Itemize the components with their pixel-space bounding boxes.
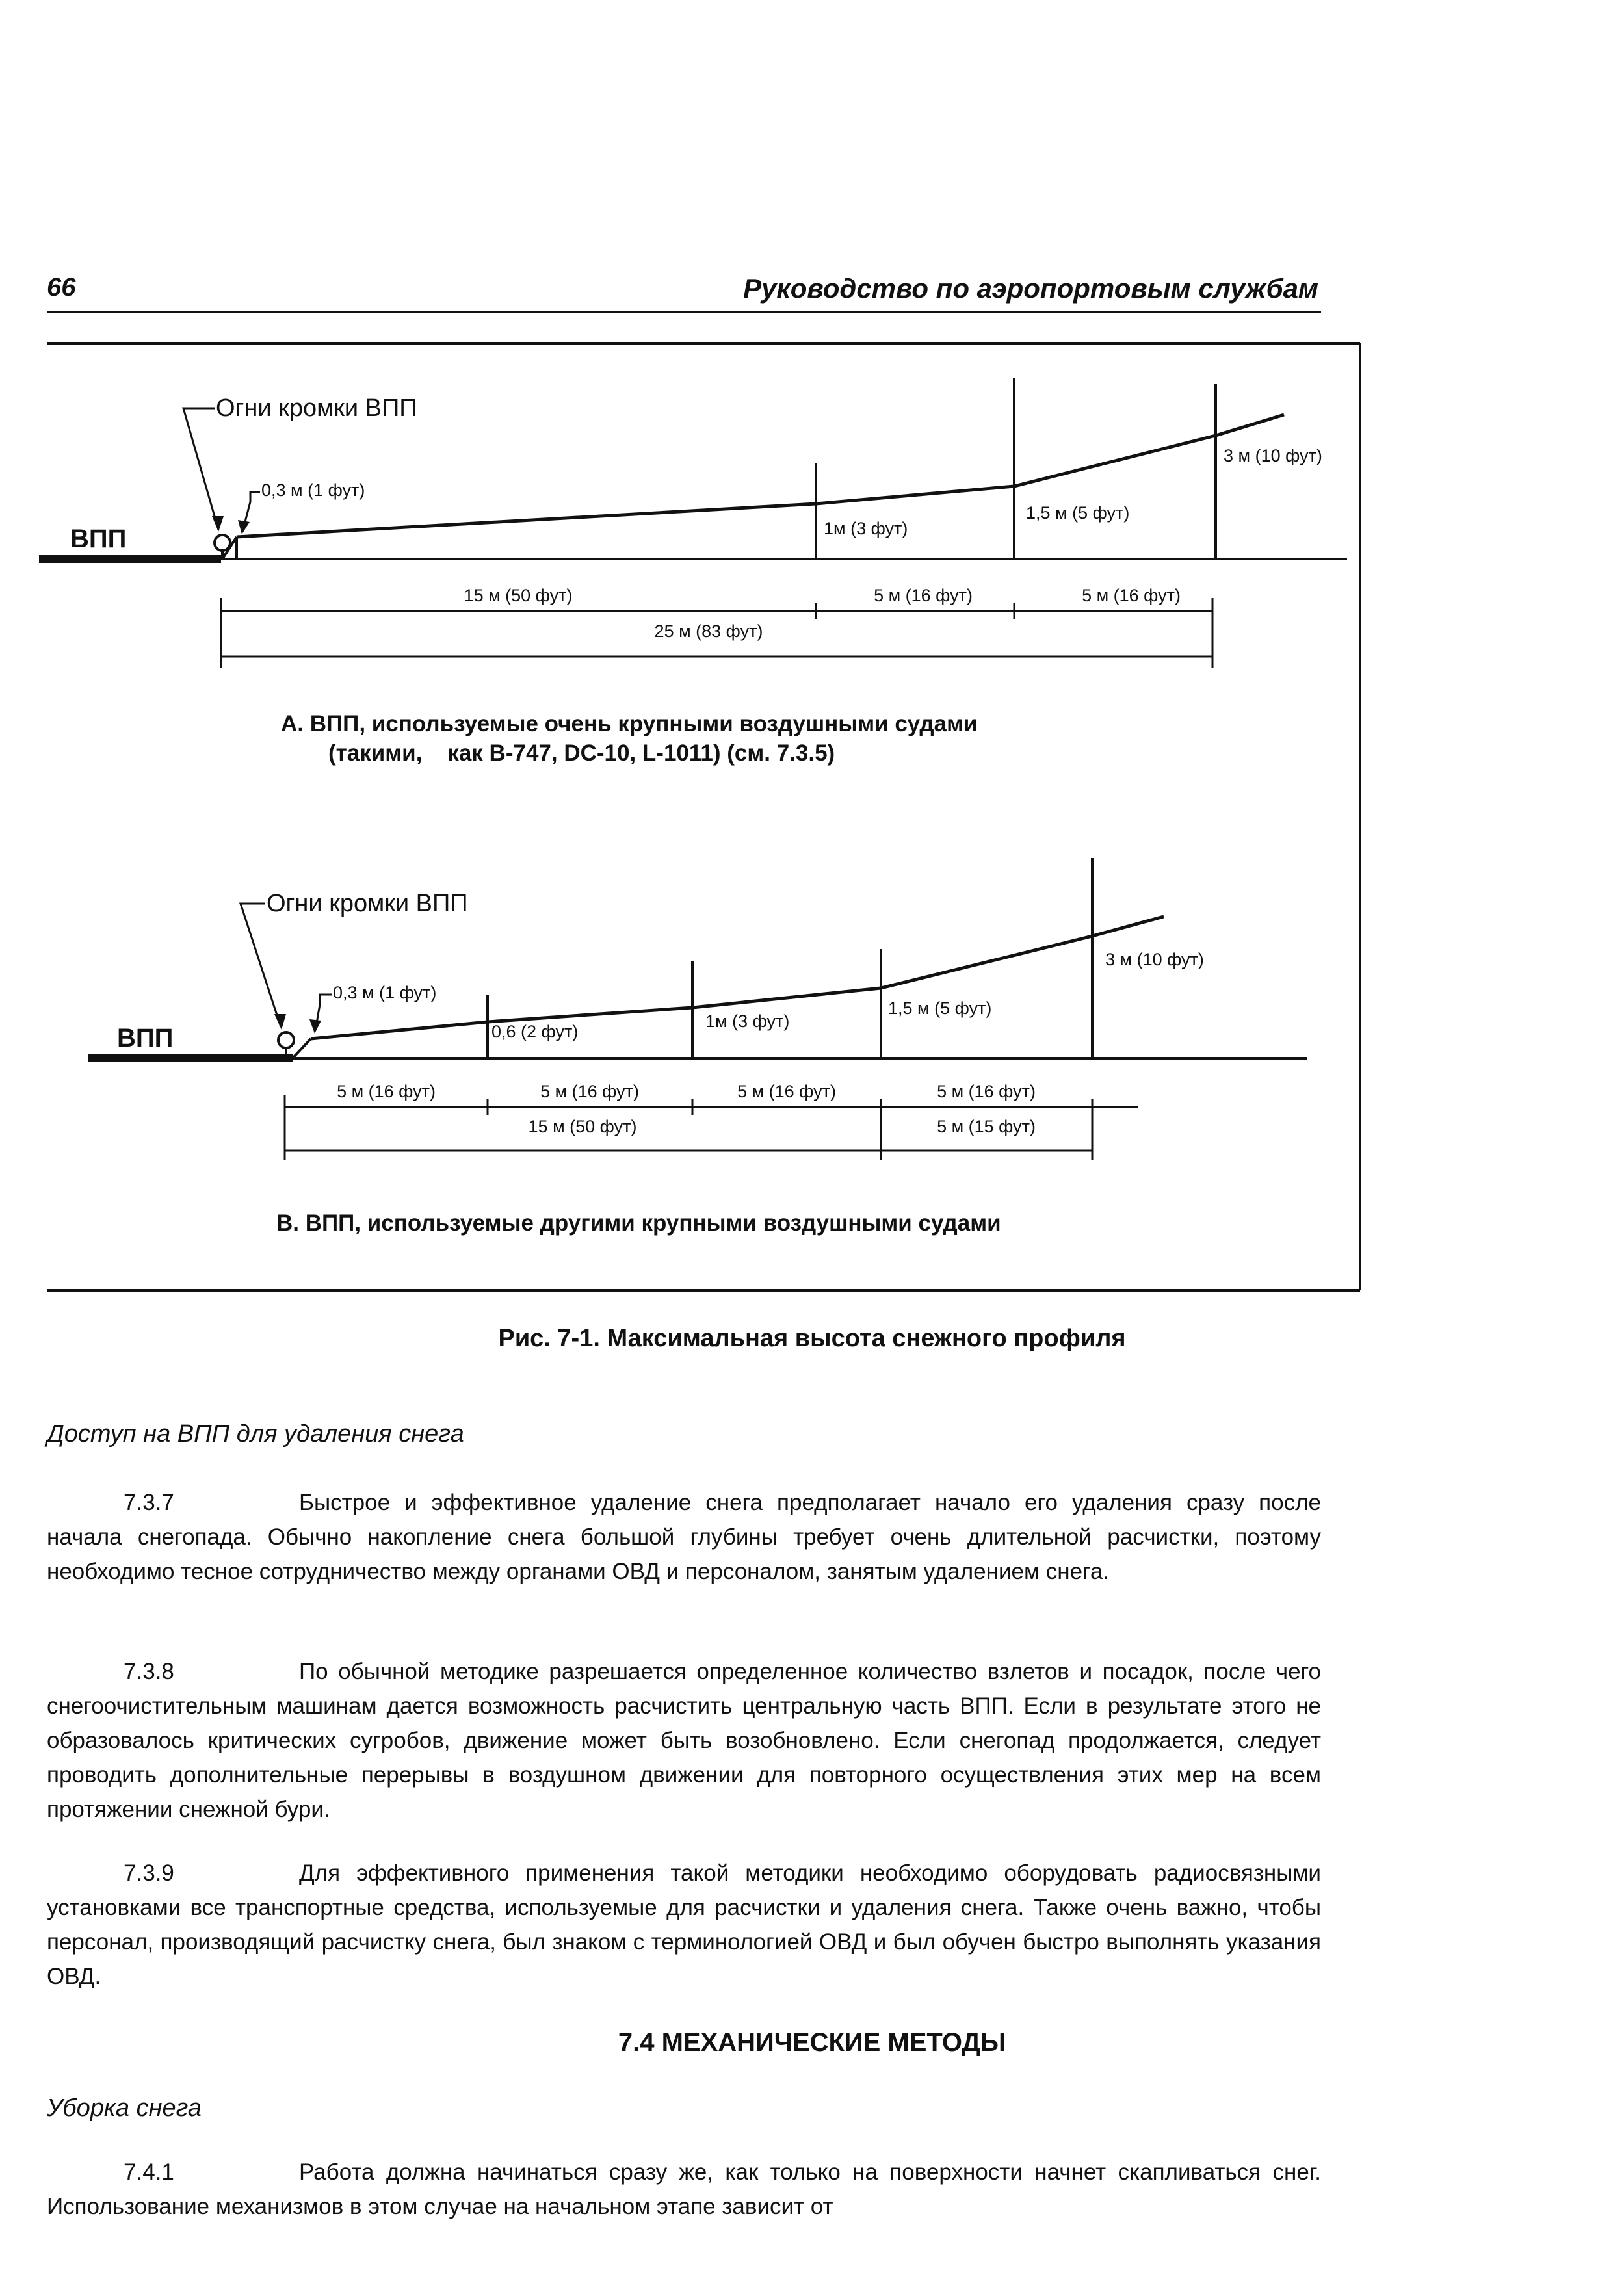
dim-label-a-3: 5 м (16 фут) bbox=[1082, 586, 1181, 605]
paragraph-number: 7.3.9 bbox=[124, 1860, 174, 1886]
figure-caption: Рис. 7-1. Максимальная высота снежного профиля bbox=[498, 1325, 1126, 1352]
height-label-a-4: 3 м (10 фут) bbox=[1224, 446, 1322, 465]
height-arrow-b bbox=[309, 1019, 321, 1034]
paragraph-7-4-1 bbox=[47, 2155, 1321, 2224]
edge-lights-label-b: Огни кромки ВПП bbox=[267, 890, 468, 917]
edge-lights-arrow-a bbox=[212, 516, 224, 532]
caption-b: В. ВПП, используемые другими крупными воздушными судами bbox=[276, 1210, 1001, 1236]
running-title: Руководство по аэропортовым службам bbox=[743, 273, 1318, 304]
paragraph-text: Для эффективного применения такой методики необходимо оборудовать радиосвязными установками все транспортные средства, используемые для расчистки и удаления снега. Также очень важно, чтобы персонал, производящий расчистку снега, был знаком с терминологией ОВД и был обучен быстро выполнять указания ОВД. bbox=[47, 1860, 1321, 1989]
profile-start-slope-b bbox=[293, 1039, 311, 1058]
section-title: 7.4 МЕХАНИЧЕСКИЕ МЕТОДЫ bbox=[618, 2028, 1006, 2057]
paragraph-7-3-9 bbox=[47, 1856, 1321, 1994]
dim-label-b-2: 5 м (16 фут) bbox=[540, 1082, 639, 1101]
dim-label-b-1: 5 м (16 фут) bbox=[337, 1082, 436, 1101]
runway-label-b: ВПП bbox=[117, 1024, 174, 1052]
height-label-b-4: 1,5 м (5 фут) bbox=[888, 998, 992, 1018]
paragraph-text: Быстрое и эффективное удаление снега предполагает начало его удаления сразу после начала снегопада. Обычно накопление снега большой глубины требует очень длительной расчистки, поэтому необходимо тесное сотрудничество между органами ОВД и персоналом, занятым удалением снега. bbox=[47, 1490, 1321, 1584]
edge-lights-arrow-b bbox=[274, 1014, 286, 1030]
dim-label-b-6: 5 м (15 фут) bbox=[937, 1117, 1036, 1136]
edge-lights-leader-a bbox=[183, 408, 218, 530]
paragraph-number: 7.3.8 bbox=[124, 1659, 174, 1684]
paragraph-7-3-7 bbox=[47, 1485, 1321, 1589]
height-label-b-2: 0,6 (2 фут) bbox=[491, 1022, 579, 1041]
diagram-a bbox=[39, 378, 1347, 766]
edge-lights-leader-b bbox=[241, 904, 281, 1027]
paragraph-number: 7.4.1 bbox=[124, 2159, 174, 2185]
height-label-a-1: 0,3 м (1 фут) bbox=[261, 480, 365, 500]
runway-label-a: ВПП bbox=[70, 525, 127, 553]
paragraph-number: 7.3.7 bbox=[124, 1490, 174, 1515]
dim-label-a-1: 15 м (50 фут) bbox=[464, 586, 573, 605]
caption-a-line2: (такими, как В-747, DC-10, L-1011) (см. 7.3.5) bbox=[328, 740, 835, 766]
dim-label-b-5: 15 м (50 фут) bbox=[528, 1117, 637, 1136]
dim-label-b-4: 5 м (16 фут) bbox=[937, 1082, 1036, 1101]
caption-a-line1: А. ВПП, используемые очень крупными воздушными судами bbox=[281, 711, 978, 736]
edge-light-icon-b bbox=[278, 1032, 294, 1048]
height-label-b-1: 0,3 м (1 фут) bbox=[333, 983, 437, 1002]
height-arrow-a bbox=[238, 520, 250, 534]
subheading-snow-removal: Уборка снега bbox=[47, 2094, 202, 2122]
height-label-a-2: 1м (3 фут) bbox=[824, 519, 908, 538]
height-label-b-5: 3 м (10 фут) bbox=[1105, 950, 1204, 969]
subheading-snow-access: Доступ на ВПП для удаления снега bbox=[47, 1420, 464, 1448]
dim-label-a-4: 25 м (83 фут) bbox=[654, 621, 763, 641]
height-label-b-3: 1м (3 фут) bbox=[705, 1011, 790, 1031]
page-number: 66 bbox=[47, 273, 76, 302]
edge-lights-label-a: Огни кромки ВПП bbox=[216, 395, 417, 422]
paragraph-text: Работа должна начинаться сразу же, как только на поверхности начнет скапливаться снег. Использование механизмов в этом случае на начальном этапе зависит от bbox=[47, 2159, 1321, 2219]
dim-label-a-2: 5 м (16 фут) bbox=[874, 586, 973, 605]
paragraph-7-3-8 bbox=[47, 1654, 1321, 1827]
diagram-b bbox=[88, 858, 1307, 1236]
paragraph-text: По обычной методике разрешается определенное количество взлетов и посадок, после чего снегоочистительным машинам дается возможность расчистить центральную часть ВПП. Если в результате этого не образовалось критических сугробов, движение может быть возобновлено. Если снегопад продолжается, следует проводить дополнительные перерывы в воздушном движении для повторного осуществления этих мер на всем протяжении снежной бури. bbox=[47, 1659, 1321, 1822]
dim-label-b-3: 5 м (16 фут) bbox=[737, 1082, 836, 1101]
height-label-a-3: 1,5 м (5 фут) bbox=[1026, 503, 1130, 523]
